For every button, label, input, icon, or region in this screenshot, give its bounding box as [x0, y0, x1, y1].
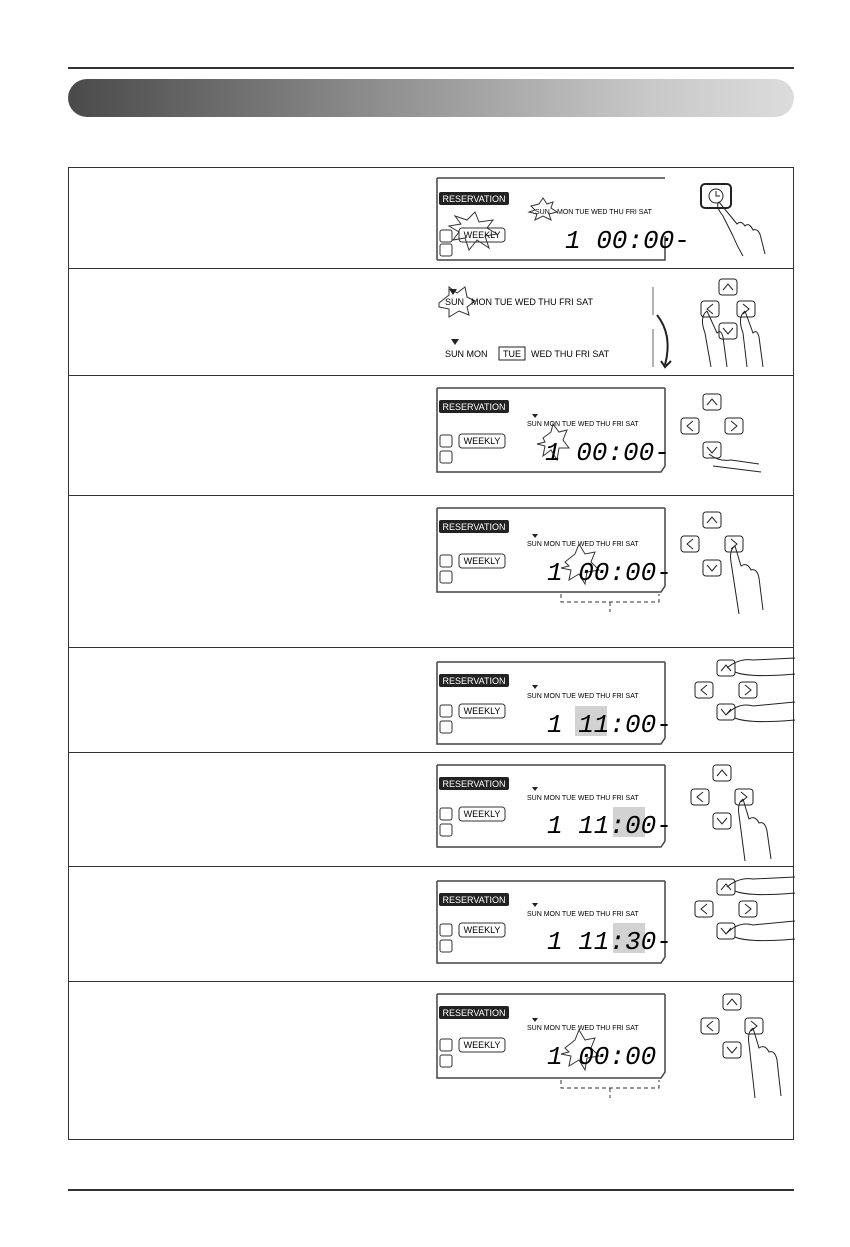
- day-selector-illustration: [435, 275, 675, 371]
- weekly-label: WEEKLY: [463, 925, 501, 935]
- step-row: [69, 982, 793, 1139]
- svg-text:MON TUE WED THU FRI SAT: MON TUE WED THU FRI SAT: [557, 209, 652, 216]
- bottom-rule: [68, 1189, 794, 1191]
- svg-text:SUN: SUN: [445, 297, 465, 307]
- svg-text:SUN MON TUE WED THU FRI SAT: SUN MON TUE WED THU FRI SAT: [527, 795, 639, 802]
- reservation-label: RESERVATION: [442, 194, 506, 204]
- reservation-label: RESERVATION: [442, 402, 506, 412]
- reservation-label: RESERVATION: [442, 676, 506, 686]
- reservation-label: RESERVATION: [442, 1008, 506, 1018]
- svg-text:SUN: SUN: [535, 209, 550, 216]
- reservation-label: RESERVATION: [442, 522, 506, 532]
- svg-text:TUE: TUE: [503, 349, 521, 359]
- step-row: [69, 753, 793, 867]
- time-digits: 1 11:30-: [547, 927, 672, 957]
- time-digits: 1 00:00-: [565, 226, 690, 256]
- svg-text:SUN MON: SUN MON: [445, 349, 488, 359]
- lcd-display: [435, 992, 669, 1104]
- reservation-label: RESERVATION: [442, 895, 506, 905]
- weekly-label: WEEKLY: [463, 436, 501, 446]
- arrow-keypad-illustration: [679, 392, 789, 482]
- svg-text:SUN MON TUE WED THU FRI SAT: SUN MON TUE WED THU FRI SAT: [527, 541, 639, 548]
- weekly-label: WEEKLY: [463, 1040, 501, 1050]
- svg-text:SUN MON TUE WED THU FRI SAT: SUN MON TUE WED THU FRI SAT: [527, 421, 639, 428]
- step-row: [69, 496, 793, 648]
- arrow-keypad-illustration: [687, 652, 799, 752]
- weekly-label: WEEKLY: [463, 706, 501, 716]
- weekly-label: WEEKLY: [463, 230, 501, 240]
- reservation-label: RESERVATION: [442, 779, 506, 789]
- step-row: [69, 867, 793, 982]
- lcd-display: [435, 506, 672, 618]
- weekly-label: WEEKLY: [463, 809, 501, 819]
- svg-text:SUN MON TUE WED THU FRI SAT: SUN MON TUE WED THU FRI SAT: [527, 1025, 639, 1032]
- arrow-keypad-illustration: [687, 871, 799, 971]
- steps-table: [68, 167, 794, 1140]
- time-digits: 1 00:00-: [545, 438, 670, 468]
- lcd-display: [435, 386, 669, 476]
- arrow-keypad-illustration: [679, 510, 789, 620]
- step-row: [69, 648, 793, 753]
- step-row: [69, 376, 793, 496]
- weekly-label: WEEKLY: [463, 556, 501, 566]
- timer-button-illustration: [697, 180, 777, 260]
- lcd-display: [435, 176, 690, 262]
- arrow-keypad-illustration: [699, 992, 799, 1102]
- svg-text:WED THU FRI SAT: WED THU FRI SAT: [531, 349, 610, 359]
- section-banner: [68, 79, 794, 117]
- time-digits: 1 00:00-: [547, 558, 672, 588]
- step-row: [69, 269, 793, 376]
- step-row: [69, 168, 793, 269]
- lcd-display: [435, 879, 672, 967]
- lcd-display: [435, 660, 672, 748]
- time-digits: 1 00:00: [547, 1042, 657, 1072]
- svg-text:MON TUE WED THU FRI: MON TUE WED THU FRI SAT: [471, 297, 594, 307]
- arrow-keypad-illustration: [689, 763, 789, 863]
- top-rule: [68, 67, 794, 69]
- time-digits: 1 11:00-: [547, 811, 672, 841]
- svg-text:SUN MON TUE WED THU FRI SAT: SUN MON TUE WED THU FRI SAT: [527, 911, 639, 918]
- svg-text:SUN MON TUE WED THU FRI SAT: SUN MON TUE WED THU FRI SAT: [527, 693, 639, 700]
- arrow-keypad-illustration: [687, 277, 787, 369]
- lcd-display: [435, 763, 672, 851]
- time-digits: 1 11:00-: [547, 710, 672, 740]
